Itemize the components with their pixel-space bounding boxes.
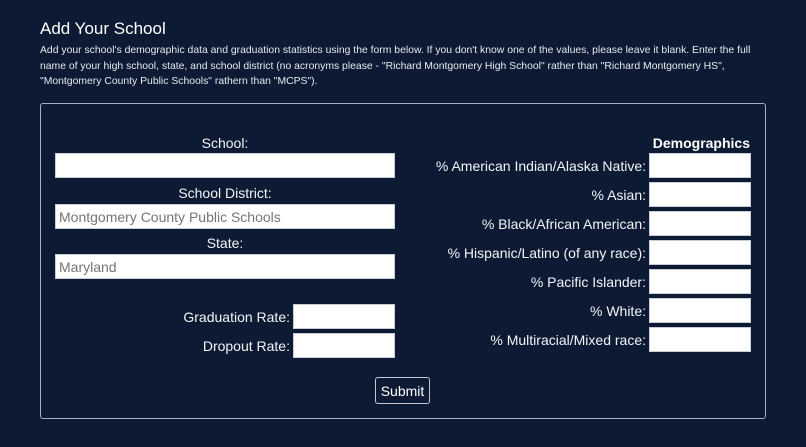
asian-label: % Asian: bbox=[591, 187, 646, 203]
page-title: Add Your School bbox=[40, 19, 166, 38]
multiracial-label: % Multiracial/Mixed race: bbox=[490, 332, 646, 348]
white-label: % White: bbox=[589, 303, 646, 319]
school-district-input[interactable] bbox=[55, 204, 395, 229]
american-indian-label: % American Indian/Alaska Native: bbox=[435, 158, 646, 174]
white-input[interactable] bbox=[649, 298, 751, 323]
black-african-american-input[interactable] bbox=[649, 211, 751, 236]
graduation-rate-input[interactable] bbox=[293, 304, 395, 329]
demographics-heading: Demographics bbox=[652, 135, 750, 151]
hispanic-latino-label: % Hispanic/Latino (of any race): bbox=[447, 245, 646, 261]
pacific-islander-label: % Pacific Islander: bbox=[530, 274, 646, 290]
school-district-label: School District: bbox=[178, 185, 272, 201]
multiracial-input[interactable] bbox=[649, 327, 751, 352]
dropout-rate-label: Dropout Rate: bbox=[202, 338, 290, 354]
hispanic-latino-input[interactable] bbox=[649, 240, 751, 265]
black-african-american-label: % Black/African American: bbox=[481, 216, 646, 232]
school-input[interactable] bbox=[55, 153, 395, 178]
asian-input[interactable] bbox=[649, 182, 751, 207]
submit-button[interactable]: Submit bbox=[375, 377, 430, 404]
school-label: School: bbox=[201, 135, 249, 151]
intro-text: Add your school's demographic data and graduation statistics using the form below. If you don't know one of the values, please leave it blank. Enter the full name of your high school, state, and school district (no acronyms please - "Richard Montgomery High School" rather than "Richard Montgomery HS", "Montgomery County Public Schools" rathern than "MCPS"). bbox=[40, 45, 751, 88]
state-label: State: bbox=[206, 235, 244, 251]
american-indian-input[interactable] bbox=[649, 153, 751, 178]
pacific-islander-input[interactable] bbox=[649, 269, 751, 294]
dropout-rate-input[interactable] bbox=[293, 333, 395, 358]
graduation-rate-label: Graduation Rate: bbox=[183, 309, 290, 325]
state-input[interactable] bbox=[55, 254, 395, 279]
